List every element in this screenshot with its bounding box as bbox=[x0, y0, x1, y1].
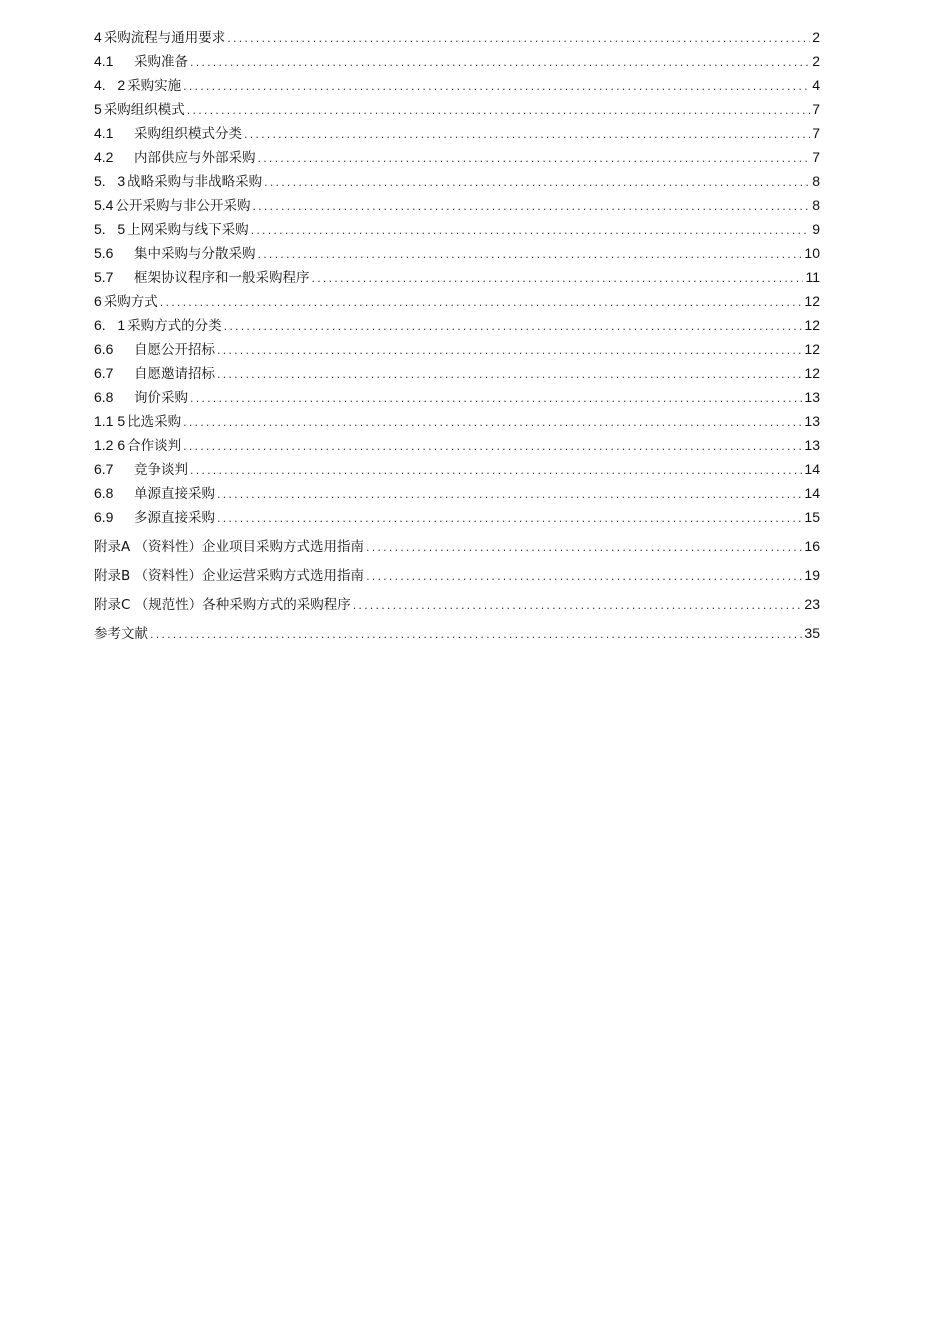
toc-dot-leader bbox=[217, 483, 802, 507]
toc-entry[interactable] bbox=[94, 481, 820, 505]
toc-entry[interactable] bbox=[94, 457, 820, 481]
toc-entry[interactable] bbox=[94, 145, 820, 169]
toc-entry[interactable] bbox=[94, 49, 820, 73]
toc-entry-title: 多源直接采购 bbox=[134, 510, 215, 526]
toc-entry-number: 6.6 bbox=[94, 341, 114, 357]
toc-dot-leader bbox=[258, 243, 803, 267]
toc-entry[interactable] bbox=[94, 97, 820, 121]
toc-entry-title: 自愿公开招标 bbox=[134, 342, 215, 358]
toc-entry[interactable] bbox=[94, 73, 820, 97]
toc-entry-number: 6.7 bbox=[94, 461, 114, 477]
toc-entry-title: 框架协议程序和一般采购程序 bbox=[134, 270, 310, 286]
toc-entry[interactable] bbox=[94, 241, 820, 265]
toc-entry-title: 采购实施 bbox=[127, 78, 182, 94]
toc-entry-page: 14 bbox=[804, 461, 820, 477]
toc-entry[interactable] bbox=[94, 121, 820, 145]
toc-appendix-a[interactable] bbox=[94, 532, 820, 561]
toc-entry-number: 4.1 bbox=[94, 53, 114, 69]
toc-entry[interactable] bbox=[94, 433, 820, 457]
toc-entry-number: 5 bbox=[94, 101, 102, 117]
toc-entry-page: 8 bbox=[812, 197, 820, 213]
toc-entry[interactable] bbox=[94, 337, 820, 361]
toc-appendix-b[interactable] bbox=[94, 561, 820, 590]
toc-entry-page: 12 bbox=[804, 341, 820, 357]
toc-entry-page: 13 bbox=[804, 389, 820, 405]
toc-entry-title: 内部供应与外部采购 bbox=[134, 150, 256, 166]
toc-entry-page: 12 bbox=[804, 293, 820, 309]
toc-entry-title: 集中采购与分散采购 bbox=[134, 246, 256, 262]
toc-entry-number: 5. 3 bbox=[94, 173, 126, 189]
toc-dot-leader bbox=[217, 507, 802, 531]
toc-entry-title: 公开采购与非公开采购 bbox=[115, 198, 251, 214]
toc-entry[interactable] bbox=[94, 25, 820, 49]
toc-entry-title: 附录B （资料性）企业运营采购方式选用指南 bbox=[94, 568, 365, 584]
toc-dot-leader bbox=[353, 591, 803, 620]
toc-entry-title: 合作谈判 bbox=[127, 438, 182, 454]
toc-dot-leader bbox=[217, 339, 802, 363]
toc-dot-leader bbox=[150, 620, 802, 649]
toc-dot-leader bbox=[187, 99, 810, 123]
toc-dot-leader bbox=[190, 387, 802, 411]
toc-entry-title: 采购准备 bbox=[134, 54, 188, 70]
toc-dot-leader bbox=[264, 171, 810, 195]
toc-entry-number: 4 bbox=[94, 29, 102, 45]
toc-entry-number: 1.1 5 bbox=[94, 413, 126, 429]
toc-entry-page: 9 bbox=[812, 221, 820, 237]
toc-references[interactable] bbox=[94, 619, 820, 648]
toc-entry[interactable] bbox=[94, 289, 820, 313]
toc-entry-title: 参考文献 bbox=[94, 626, 148, 642]
toc-entry-number: 6.9 bbox=[94, 509, 114, 525]
toc-dot-leader bbox=[312, 267, 804, 291]
toc-dot-leader bbox=[160, 291, 803, 315]
toc-entry-page: 7 bbox=[812, 149, 820, 165]
toc-entry-page: 16 bbox=[804, 538, 820, 554]
toc-entry-page: 2 bbox=[812, 53, 820, 69]
toc-entry-title: 竞争谈判 bbox=[134, 462, 188, 478]
toc-entry-title: 采购方式的分类 bbox=[127, 318, 222, 334]
toc-entry-page: 11 bbox=[805, 269, 820, 285]
toc-entry-number: 4. 2 bbox=[94, 77, 126, 93]
toc-dot-leader bbox=[258, 147, 811, 171]
toc-entry-page: 4 bbox=[812, 77, 820, 93]
toc-entry-number: 1.2 6 bbox=[94, 437, 126, 453]
toc-dot-leader bbox=[366, 533, 802, 562]
toc-entry-page: 12 bbox=[804, 365, 820, 381]
toc-dot-leader bbox=[227, 27, 810, 51]
toc-entry[interactable] bbox=[94, 313, 820, 337]
toc-entry[interactable] bbox=[94, 169, 820, 193]
toc-entry[interactable] bbox=[94, 265, 820, 289]
toc-dot-leader bbox=[252, 195, 810, 219]
toc-entry-page: 19 bbox=[804, 567, 820, 583]
toc-entry-title: 询价采购 bbox=[134, 390, 188, 406]
toc-entry-number: 4.2 bbox=[94, 149, 114, 165]
toc-entry-number: 5.7 bbox=[94, 269, 114, 285]
toc-entry-page: 14 bbox=[804, 485, 820, 501]
toc-entry-number: 6. 1 bbox=[94, 317, 126, 333]
toc-entry-title: 采购组织模式分类 bbox=[134, 126, 242, 142]
toc-entry-number: 6.8 bbox=[94, 389, 114, 405]
toc-dot-leader bbox=[224, 315, 803, 339]
toc-entry-number: 4.1 bbox=[94, 125, 114, 141]
toc-entry-title: 自愿邀请招标 bbox=[134, 366, 215, 382]
toc-entry-page: 10 bbox=[804, 245, 820, 261]
toc-entry[interactable] bbox=[94, 409, 820, 433]
toc-entry-title: 附录C （规范性）各种采购方式的采购程序 bbox=[94, 597, 351, 613]
toc-entry-page: 8 bbox=[812, 173, 820, 189]
toc-dot-leader bbox=[366, 562, 802, 591]
toc-entry-page: 23 bbox=[804, 596, 820, 612]
table-of-contents bbox=[94, 25, 820, 648]
toc-entry-page: 35 bbox=[804, 625, 820, 641]
toc-dot-leader bbox=[183, 411, 802, 435]
toc-entry-title: 战略采购与非战略采购 bbox=[127, 174, 263, 190]
toc-entry-page: 15 bbox=[804, 509, 820, 525]
toc-entry-number: 6 bbox=[94, 293, 102, 309]
toc-entry-page: 7 bbox=[812, 125, 820, 141]
toc-entry-title: 比选采购 bbox=[127, 414, 182, 430]
toc-entry-number: 6.8 bbox=[94, 485, 114, 501]
toc-dot-leader bbox=[190, 51, 810, 75]
toc-entry-number: 5.6 bbox=[94, 245, 114, 261]
toc-entry-number: 5. 5 bbox=[94, 221, 126, 237]
toc-entry-number: 5.4 bbox=[94, 197, 114, 213]
toc-entry-page: 7 bbox=[812, 101, 820, 117]
toc-entry-title: 采购组织模式 bbox=[103, 102, 185, 118]
toc-dot-leader bbox=[183, 75, 810, 99]
toc-entry-page: 13 bbox=[804, 413, 820, 429]
toc-entry[interactable] bbox=[94, 385, 820, 409]
toc-dot-leader bbox=[190, 459, 802, 483]
toc-dot-leader bbox=[244, 123, 810, 147]
toc-entry-title: 单源直接采购 bbox=[134, 486, 215, 502]
toc-entry[interactable] bbox=[94, 217, 820, 241]
toc-entry-number: 6.7 bbox=[94, 365, 114, 381]
toc-entry-title: 采购方式 bbox=[103, 294, 158, 310]
toc-dot-leader bbox=[217, 363, 802, 387]
toc-entry-title: 上网采购与线下采购 bbox=[127, 222, 249, 238]
toc-entry-page: 13 bbox=[804, 437, 820, 453]
toc-dot-leader bbox=[251, 219, 811, 243]
toc-entry-title: 采购流程与通用要求 bbox=[103, 30, 226, 46]
toc-entry[interactable] bbox=[94, 361, 820, 385]
toc-entry-title: 附录A （资料性）企业项目采购方式选用指南 bbox=[94, 539, 365, 555]
toc-appendix-c[interactable] bbox=[94, 590, 820, 619]
toc-entry[interactable] bbox=[94, 193, 820, 217]
toc-entry[interactable] bbox=[94, 505, 820, 529]
toc-entry-page: 12 bbox=[804, 317, 820, 333]
toc-dot-leader bbox=[183, 435, 802, 459]
toc-entry-page: 2 bbox=[812, 29, 820, 45]
